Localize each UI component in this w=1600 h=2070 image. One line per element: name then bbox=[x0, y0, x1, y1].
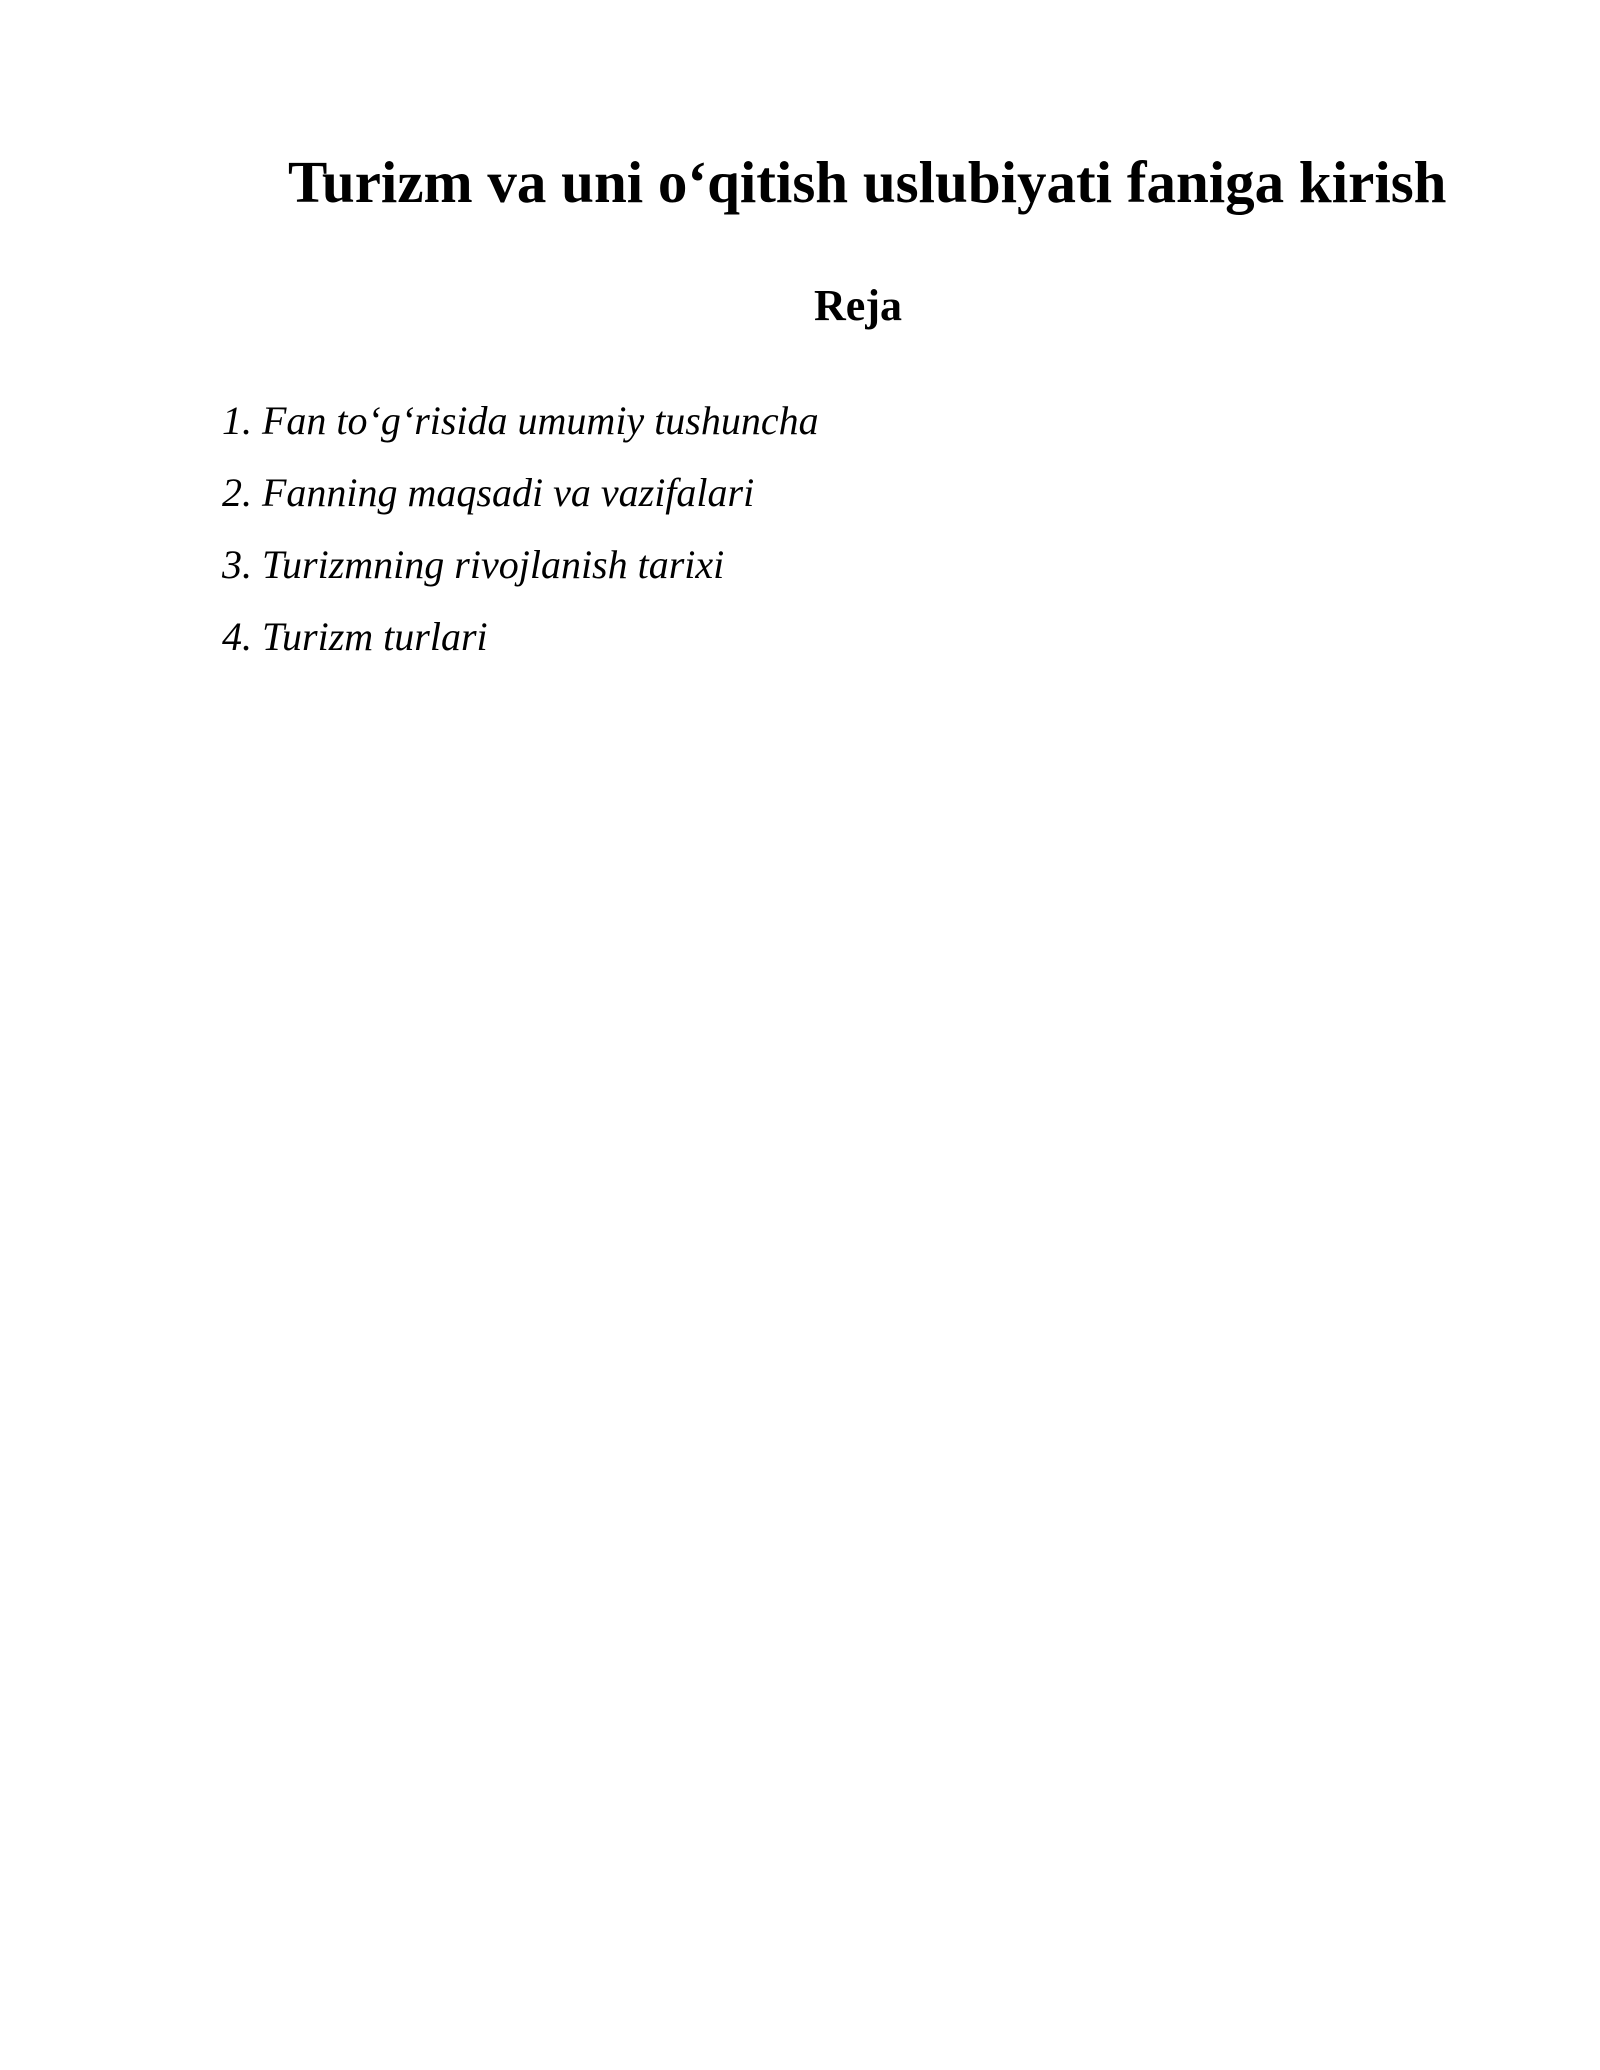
document-title: Turizm va uni o‘qitish uslubiyati faniga kirish bbox=[288, 149, 1447, 215]
plan-list bbox=[222, 385, 819, 673]
plan-item: 1. Fan to‘g‘risida umumiy tushuncha bbox=[222, 398, 819, 443]
plan-item: 3. Turizmning rivojlanish tarixi bbox=[222, 542, 725, 587]
plan-item: 4. Turizm turlari bbox=[222, 614, 488, 659]
plan-item: 2. Fanning maqsadi va vazifalari bbox=[222, 470, 755, 515]
plan-heading: Reja bbox=[814, 281, 902, 330]
